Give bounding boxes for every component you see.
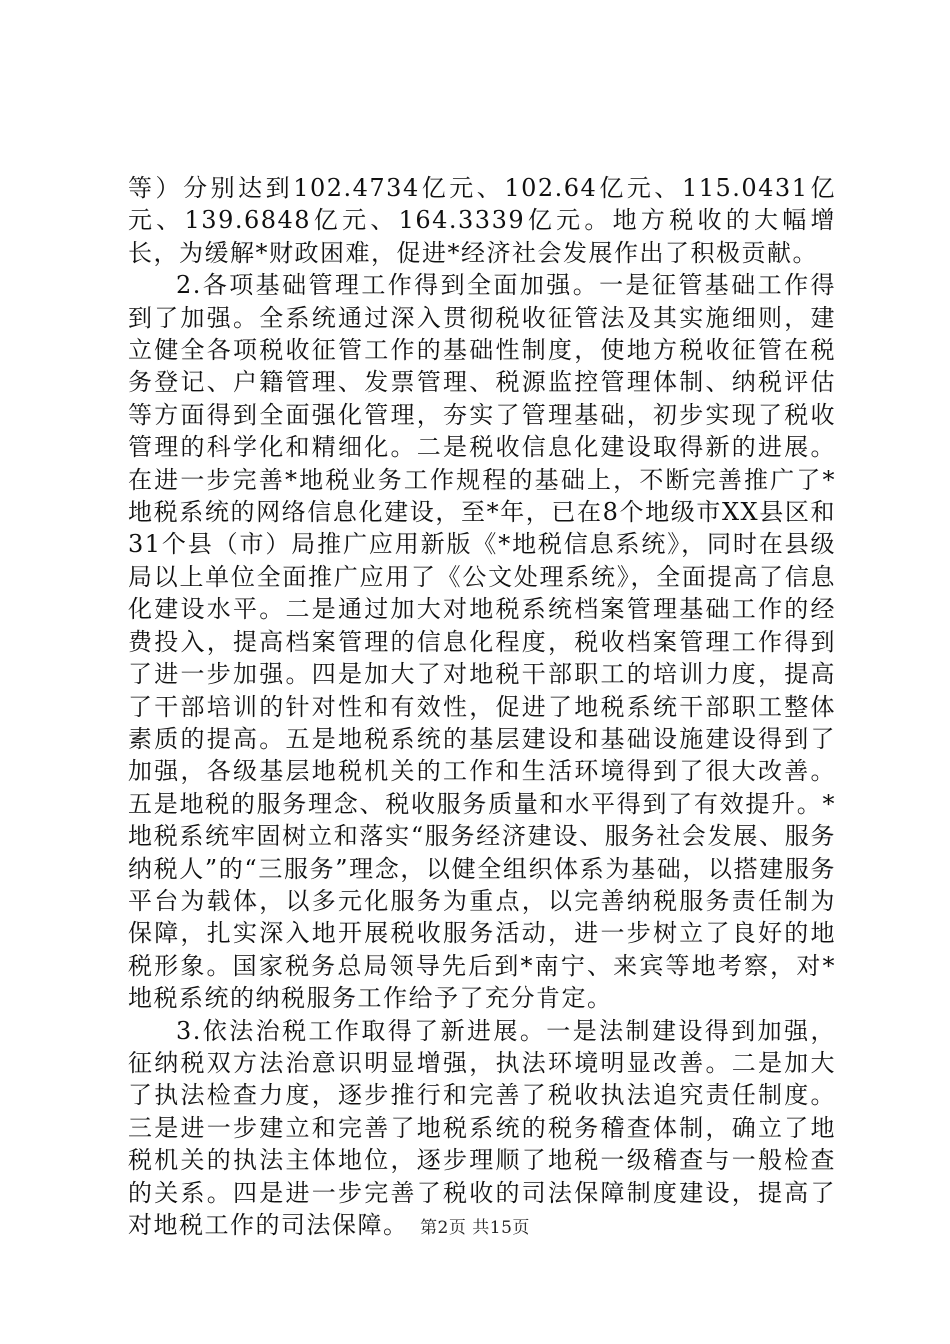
document-body [128, 172, 836, 1241]
paragraph-rule-of-law: 3.依法治税工作取得了新进展。一是法制建设得到加强，征纳税双方法治意识明显增强，执法环境明显改善。二是加大了执法检查力度，逐步推行和完善了税收执法追究责任制度。三是进一步建立和完善了地税系统的税务稽查体制，确立了地税机关的执法主体地位，逐步理顺了地税一级稽查与一般检查的关系。四是进一步完善了税收的司法保障制度建设，提高了对地税工作的司法保障。 [128, 1016, 836, 1239]
paragraph-continuation: 等）分别达到102.4734亿元、102.64亿元、115.0431亿元、139.6848亿元、164.3339亿元。地方税收的大幅增长，为缓解*财政困难，促进*经济社会发展作出了积极贡献。 [128, 174, 836, 267]
page-number: 第2页 共15页 [420, 1218, 530, 1238]
paragraph-basic-management: 2.各项基础管理工作得到全面加强。一是征管基础工作得到了加强。全系统通过深入贯彻税收征管法及其实施细则，建立健全各项税收征管工作的基础性制度，使地方税收征管在税务登记、户籍管理、发票管理、税源监控管理体制、纳税评估等方面得到全面强化管理，夯实了管理基础，初步实现了税收管理的科学化和精细化。二是税收信息化建设取得新的进展。在进一步完善*地税业务工作规程的基础上，不断完善推广了*地税系统的网络信息化建设，至*年，已在8个地级市XX县区和31个县（市）局推广应用新版《*地税信息系统》，同时在县级局以上单位全面推广应用了《公文处理系统》，全面提高了信息化建设水平。二是通过加大对地税系统档案管理基础工作的经费投入，提高档案管理的信息化程度，税收档案管理工作得到了进一步加强。四是加大了对地税干部职工的培训力度，提高了干部培训的针对性和有效性，促进了地税系统干部职工整体素质的提高。五是地税系统的基层建设和基础设施建设得到了加强，各级基层地税机关的工作和生活环境得到了很大改善。五是地税的服务理念、税收服务质量和水平得到了有效提升。*地税系统牢固树立和落实“服务经济建设、服务社会发展、服务纳税人”的“三服务”理念，以健全组织体系为基础，以搭建服务平台为载体，以多元化服务为重点，以完善纳税服务责任制为保障，扎实深入地开展税收服务活动，进一步树立了良好的地税形象。国家税务总局领导先后到*南宁、来宾等地考察，对*地税系统的纳税服务工作给予了充分肯定。 [128, 271, 836, 1013]
